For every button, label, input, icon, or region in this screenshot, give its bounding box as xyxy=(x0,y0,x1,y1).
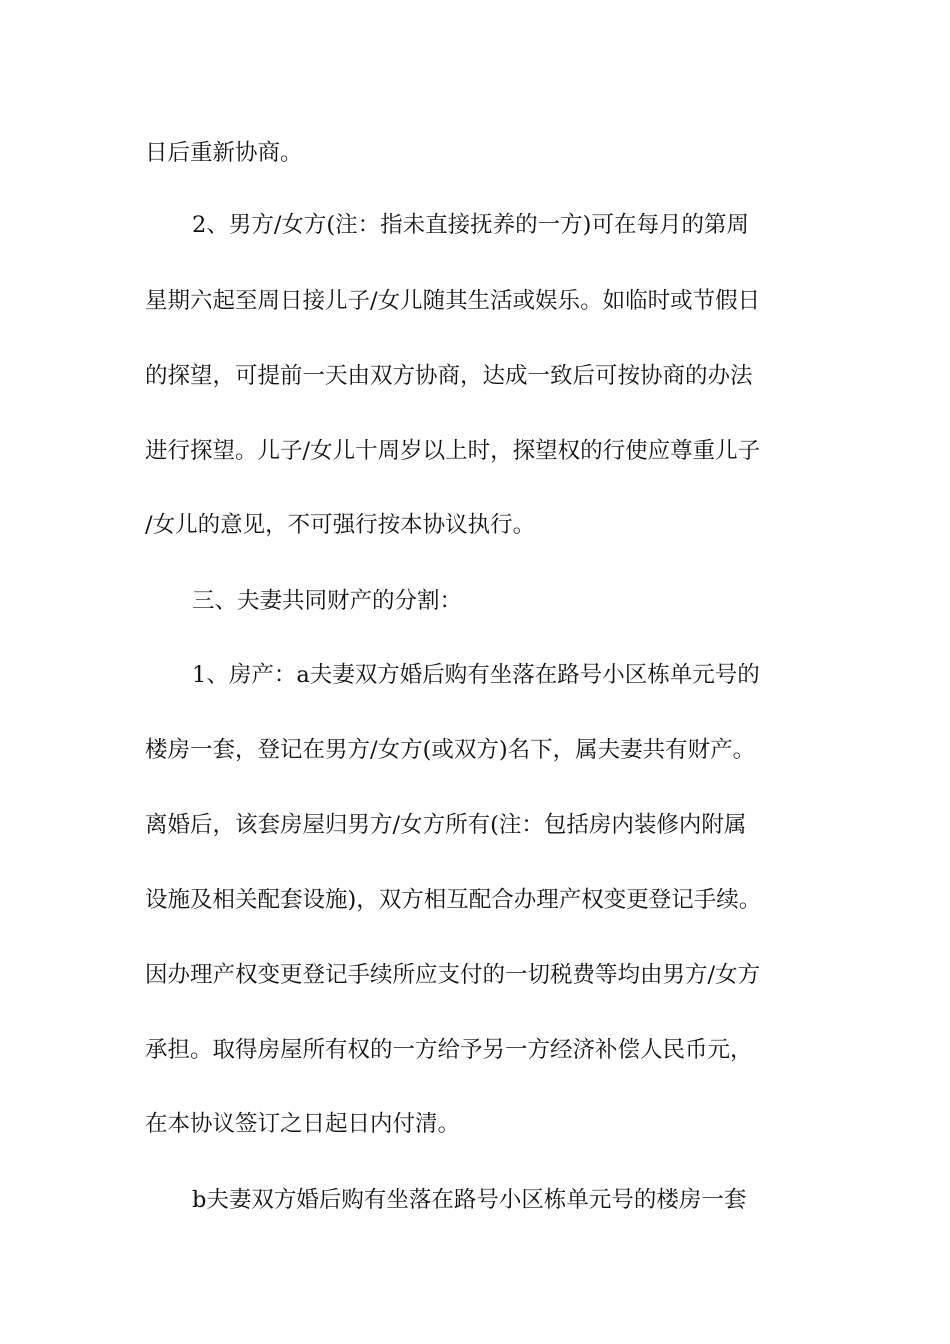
paragraph-line: b夫妻双方婚后购有坐落在路号小区栋单元号的楼房一套 xyxy=(192,1187,747,1213)
paragraph-line: 进行探望。儿子/女儿十周岁以上时，探望权的行使应尊重儿子 xyxy=(145,438,761,464)
paragraph-line: 因办理产权变更登记手续所应支付的一切税费等均由男方/女方 xyxy=(145,962,761,988)
paragraph-line: 离婚后，该套房屋归男方/女方所有(注：包括房内装修内附属 xyxy=(145,812,747,838)
paragraph-line: 在本协议签订之日起日内付清。 xyxy=(145,1111,461,1137)
section-heading: 三、夫妻共同财产的分割： xyxy=(192,588,463,614)
paragraph-line: 承担。取得房屋所有权的一方给予另一方经济补偿人民币元， xyxy=(145,1037,753,1063)
paragraph-line: 楼房一套，登记在男方/女方(或双方)名下，属夫妻共有财产。 xyxy=(145,737,756,763)
paragraph-line: /女儿的意见，不可强行按本协议执行。 xyxy=(145,512,536,538)
paragraph-line: 1、房产：a夫妻双方婚后购有坐落在路号小区栋单元号的 xyxy=(192,662,760,688)
paragraph-line: 设施及相关配套设施)，双方相互配合办理产权变更登记手续。 xyxy=(145,887,762,913)
paragraph-line: 星期六起至周日接儿子/女儿随其生活或娱乐。如临时或节假日 xyxy=(145,288,761,314)
paragraph-line: 的探望，可提前一天由双方协商，达成一致后可按协商的办法 xyxy=(145,363,753,389)
paragraph-line: 2、男方/女方(注：指未直接抚养的一方)可在每月的第周 xyxy=(192,212,749,238)
paragraph-line: 日后重新协商。 xyxy=(145,140,303,166)
